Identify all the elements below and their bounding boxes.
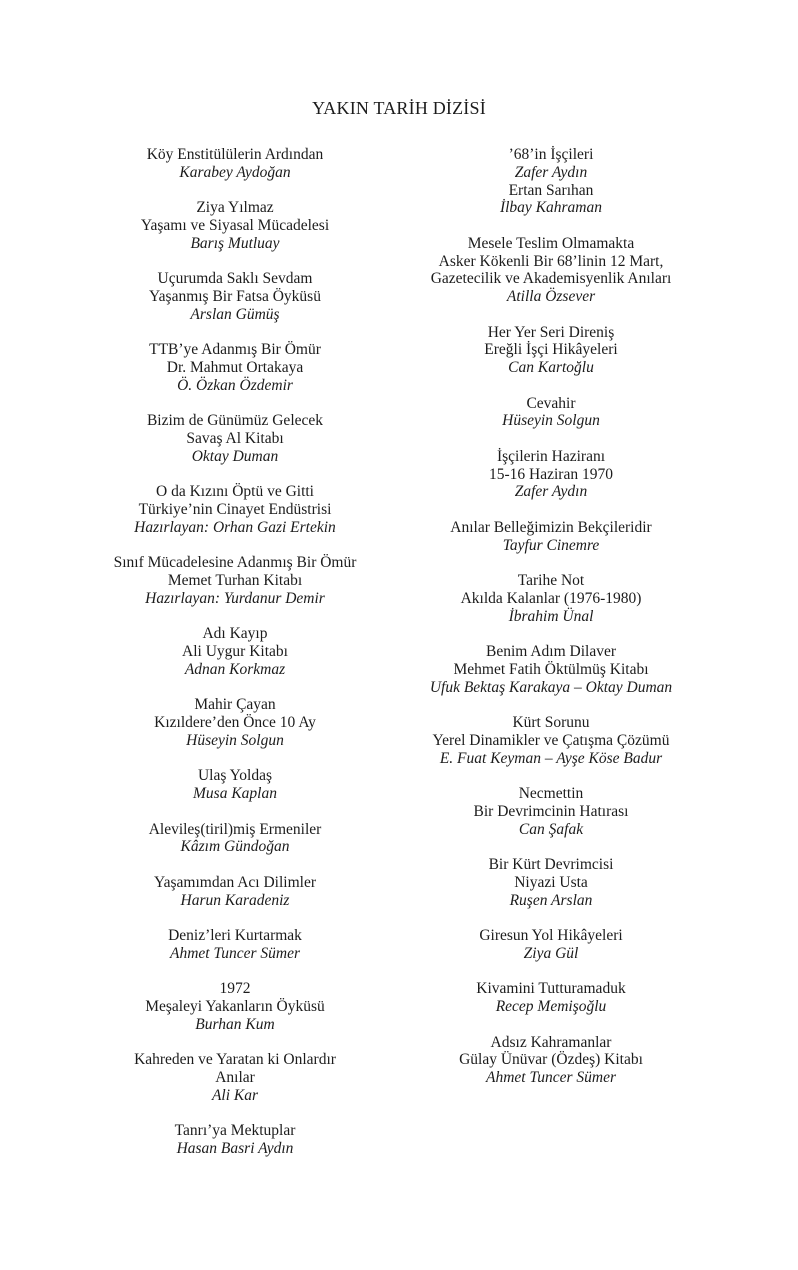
book-author: Oktay Duman — [191, 447, 279, 465]
book-title-line: Mesele Teslim Olmamakta — [467, 234, 635, 252]
book-entry — [65, 1122, 405, 1158]
book-title-line: Tarihe Not — [517, 572, 585, 589]
book-author: Ufuk Bektaş Karakaya – Oktay Duman — [429, 678, 673, 696]
book-author: Barış Mutluay — [190, 234, 280, 252]
book-author: Hazırlayan: Orhan Gazi Ertekin — [134, 518, 336, 536]
book-author: Musa Kaplan — [193, 785, 277, 802]
book-title-line: Yerel Dinamikler ve Çatışma Çözümü — [432, 731, 670, 749]
book-entry — [65, 412, 405, 465]
book-title-line: 1972 — [219, 980, 251, 998]
book-title-line: O da Kızını Öptü ve Gitti — [156, 483, 314, 501]
book-entry — [381, 572, 721, 625]
book-author: Recep Memişoğlu — [495, 998, 607, 1015]
book-entry — [65, 554, 405, 607]
book-author: Burhan Kum — [195, 1015, 275, 1033]
book-entry — [381, 146, 721, 217]
book-title-line: Adsız Kahramanlar — [490, 1033, 612, 1051]
book-title-line: Bir Kürt Devrimcisi — [488, 856, 614, 873]
book-author: Karabey Aydoğan — [179, 163, 291, 181]
book-title-line: Ereğli İşçi Hikâyeleri — [484, 341, 618, 359]
book-title-line: Adı Kayıp — [202, 625, 268, 643]
book-title-line: Asker Kökenli Bir 68’linin 12 Mart, — [438, 252, 664, 270]
book-author: Zafer Aydın — [514, 163, 588, 181]
book-title-line: Gülay Ünüvar (Özdeş) Kitabı — [459, 1051, 643, 1069]
book-entry — [381, 785, 721, 838]
book-entry — [381, 714, 721, 767]
book-entry — [65, 980, 405, 1033]
book-entry — [65, 341, 405, 394]
book-entry — [381, 856, 721, 909]
book-title-line: Kivamini Tutturamaduk — [476, 980, 626, 998]
book-author: Kâzım Gündoğan — [180, 838, 290, 856]
book-entry — [381, 519, 721, 555]
book-title-line: 15-16 Haziran 1970 — [489, 465, 613, 483]
book-title-line: Tanrı’ya Mektuplar — [174, 1122, 296, 1140]
book-title-line: Cevahir — [526, 394, 576, 412]
book-title-line: ’68’in İşçileri — [508, 146, 594, 163]
book-entry — [65, 927, 405, 963]
book-author: Hüseyin Solgun — [502, 412, 600, 430]
book-author: Atilla Özsever — [506, 288, 596, 305]
book-title-line: Memet Turhan Kitabı — [167, 572, 303, 589]
book-title-line: Deniz’leri Kurtarmak — [168, 927, 302, 944]
book-author: Ziya Gül — [523, 944, 579, 962]
book-title-line: Savaş Al Kitabı — [186, 430, 284, 447]
book-author: Hazırlayan: Yurdanur Demir — [145, 589, 325, 607]
book-author: Zafer Aydın — [514, 483, 588, 501]
book-title-line: Anılar Belleğimizin Bekçileridir — [450, 518, 652, 536]
book-entry — [65, 199, 405, 252]
book-entry — [65, 1051, 405, 1104]
book-title-line: Ulaş Yoldaş — [197, 767, 273, 785]
book-author: Can Kartoğlu — [508, 359, 594, 376]
page-title: YAKIN TARİH DİZİSİ — [312, 98, 486, 118]
book-title-line: Türkiye’nin Cinayet Endüstrisi — [138, 501, 332, 518]
book-title-line: Bizim de Günümüz Gelecek — [146, 412, 324, 430]
book-title-line: Kürt Sorunu — [512, 714, 590, 731]
book-author: Adnan Korkmaz — [184, 660, 286, 678]
book-entry — [381, 235, 721, 306]
book-author: İlbay Kahraman — [499, 199, 603, 217]
book-title-line: İşçilerin Haziranı — [496, 447, 605, 465]
book-title-line: Alevileş(tiril)miş Ermeniler — [148, 820, 322, 838]
book-title-line: Kızıldere’den Önce 10 Ay — [154, 714, 316, 731]
book-author: Ahmet Tuncer Sümer — [485, 1069, 616, 1086]
book-author: Harun Karadeniz — [180, 891, 290, 909]
book-entry — [381, 395, 721, 431]
book-author: Arslan Gümüş — [190, 305, 280, 323]
book-title-line: Necmettin — [518, 785, 584, 802]
book-title-line: Köy Enstitülülerin Ardından — [146, 146, 324, 163]
book-title-line: Meşaleyi Yakanların Öyküsü — [145, 998, 325, 1015]
book-entry — [381, 324, 721, 377]
right-column — [381, 146, 721, 1105]
book-title-line: Yaşanmış Bir Fatsa Öyküsü — [149, 288, 321, 305]
book-title-line: Uçurumda Saklı Sevdam — [157, 270, 313, 288]
book-title-line: Ziya Yılmaz — [196, 199, 274, 217]
book-title-line: Niyazi Usta — [514, 873, 588, 891]
book-author: Ali Kar — [211, 1086, 259, 1104]
book-title-line: Dr. Mahmut Ortakaya — [166, 359, 304, 376]
book-title-line: Mehmet Fatih Öktülmüş Kitabı — [453, 660, 649, 678]
left-column — [65, 146, 405, 1176]
book-title-line: Yaşamı ve Siyasal Mücadelesi — [140, 217, 330, 234]
book-title-line: Giresun Yol Hikâyeleri — [479, 927, 623, 944]
book-author: İbrahim Ünal — [508, 607, 594, 625]
book-entry — [381, 980, 721, 1016]
book-author: Ruşen Arslan — [509, 891, 593, 909]
book-entry — [65, 483, 405, 536]
book-entry — [65, 767, 405, 803]
book-entry — [381, 1034, 721, 1087]
book-title-line: Gazetecilik ve Akademisyenlik Anıları — [430, 270, 672, 288]
book-author: Ertan Sarıhan — [508, 181, 594, 199]
book-entry — [65, 625, 405, 678]
book-author: Tayfur Cinemre — [502, 536, 600, 554]
book-title-line: Ali Uygur Kitabı — [182, 643, 288, 660]
book-entry — [65, 696, 405, 749]
book-title-line: Mahir Çayan — [194, 696, 276, 714]
book-entry — [381, 448, 721, 501]
book-author: Ahmet Tuncer Sümer — [169, 944, 300, 962]
book-entry — [381, 643, 721, 696]
book-title-line: Her Yer Seri Direniş — [487, 323, 615, 341]
book-title-line: Yaşamımdan Acı Dilimler — [153, 873, 317, 891]
book-title-line: Bir Devrimcinin Hatırası — [473, 802, 629, 820]
book-entry — [381, 927, 721, 963]
book-entry — [65, 821, 405, 857]
book-author: Hüseyin Solgun — [186, 731, 284, 749]
book-author: Ö. Özkan Özdemir — [177, 376, 293, 394]
book-author: E. Fuat Keyman – Ayşe Köse Badur — [439, 749, 663, 767]
book-title-line: Sınıf Mücadelesine Adanmış Bir Ömür — [113, 554, 357, 572]
book-entry — [65, 270, 405, 323]
book-title-line: Benim Adım Dilaver — [485, 643, 616, 660]
book-entry — [65, 874, 405, 910]
book-author: Can Şafak — [518, 820, 584, 838]
book-title-line: Kahreden ve Yaratan ki Onlardır — [134, 1051, 336, 1069]
book-title-line: Akılda Kalanlar (1976-1980) — [460, 589, 642, 607]
book-entry — [65, 146, 405, 182]
book-title-line: Anılar — [215, 1069, 255, 1086]
book-title-line: TTB’ye Adanmış Bir Ömür — [149, 341, 321, 359]
book-author: Hasan Basri Aydın — [176, 1140, 294, 1157]
